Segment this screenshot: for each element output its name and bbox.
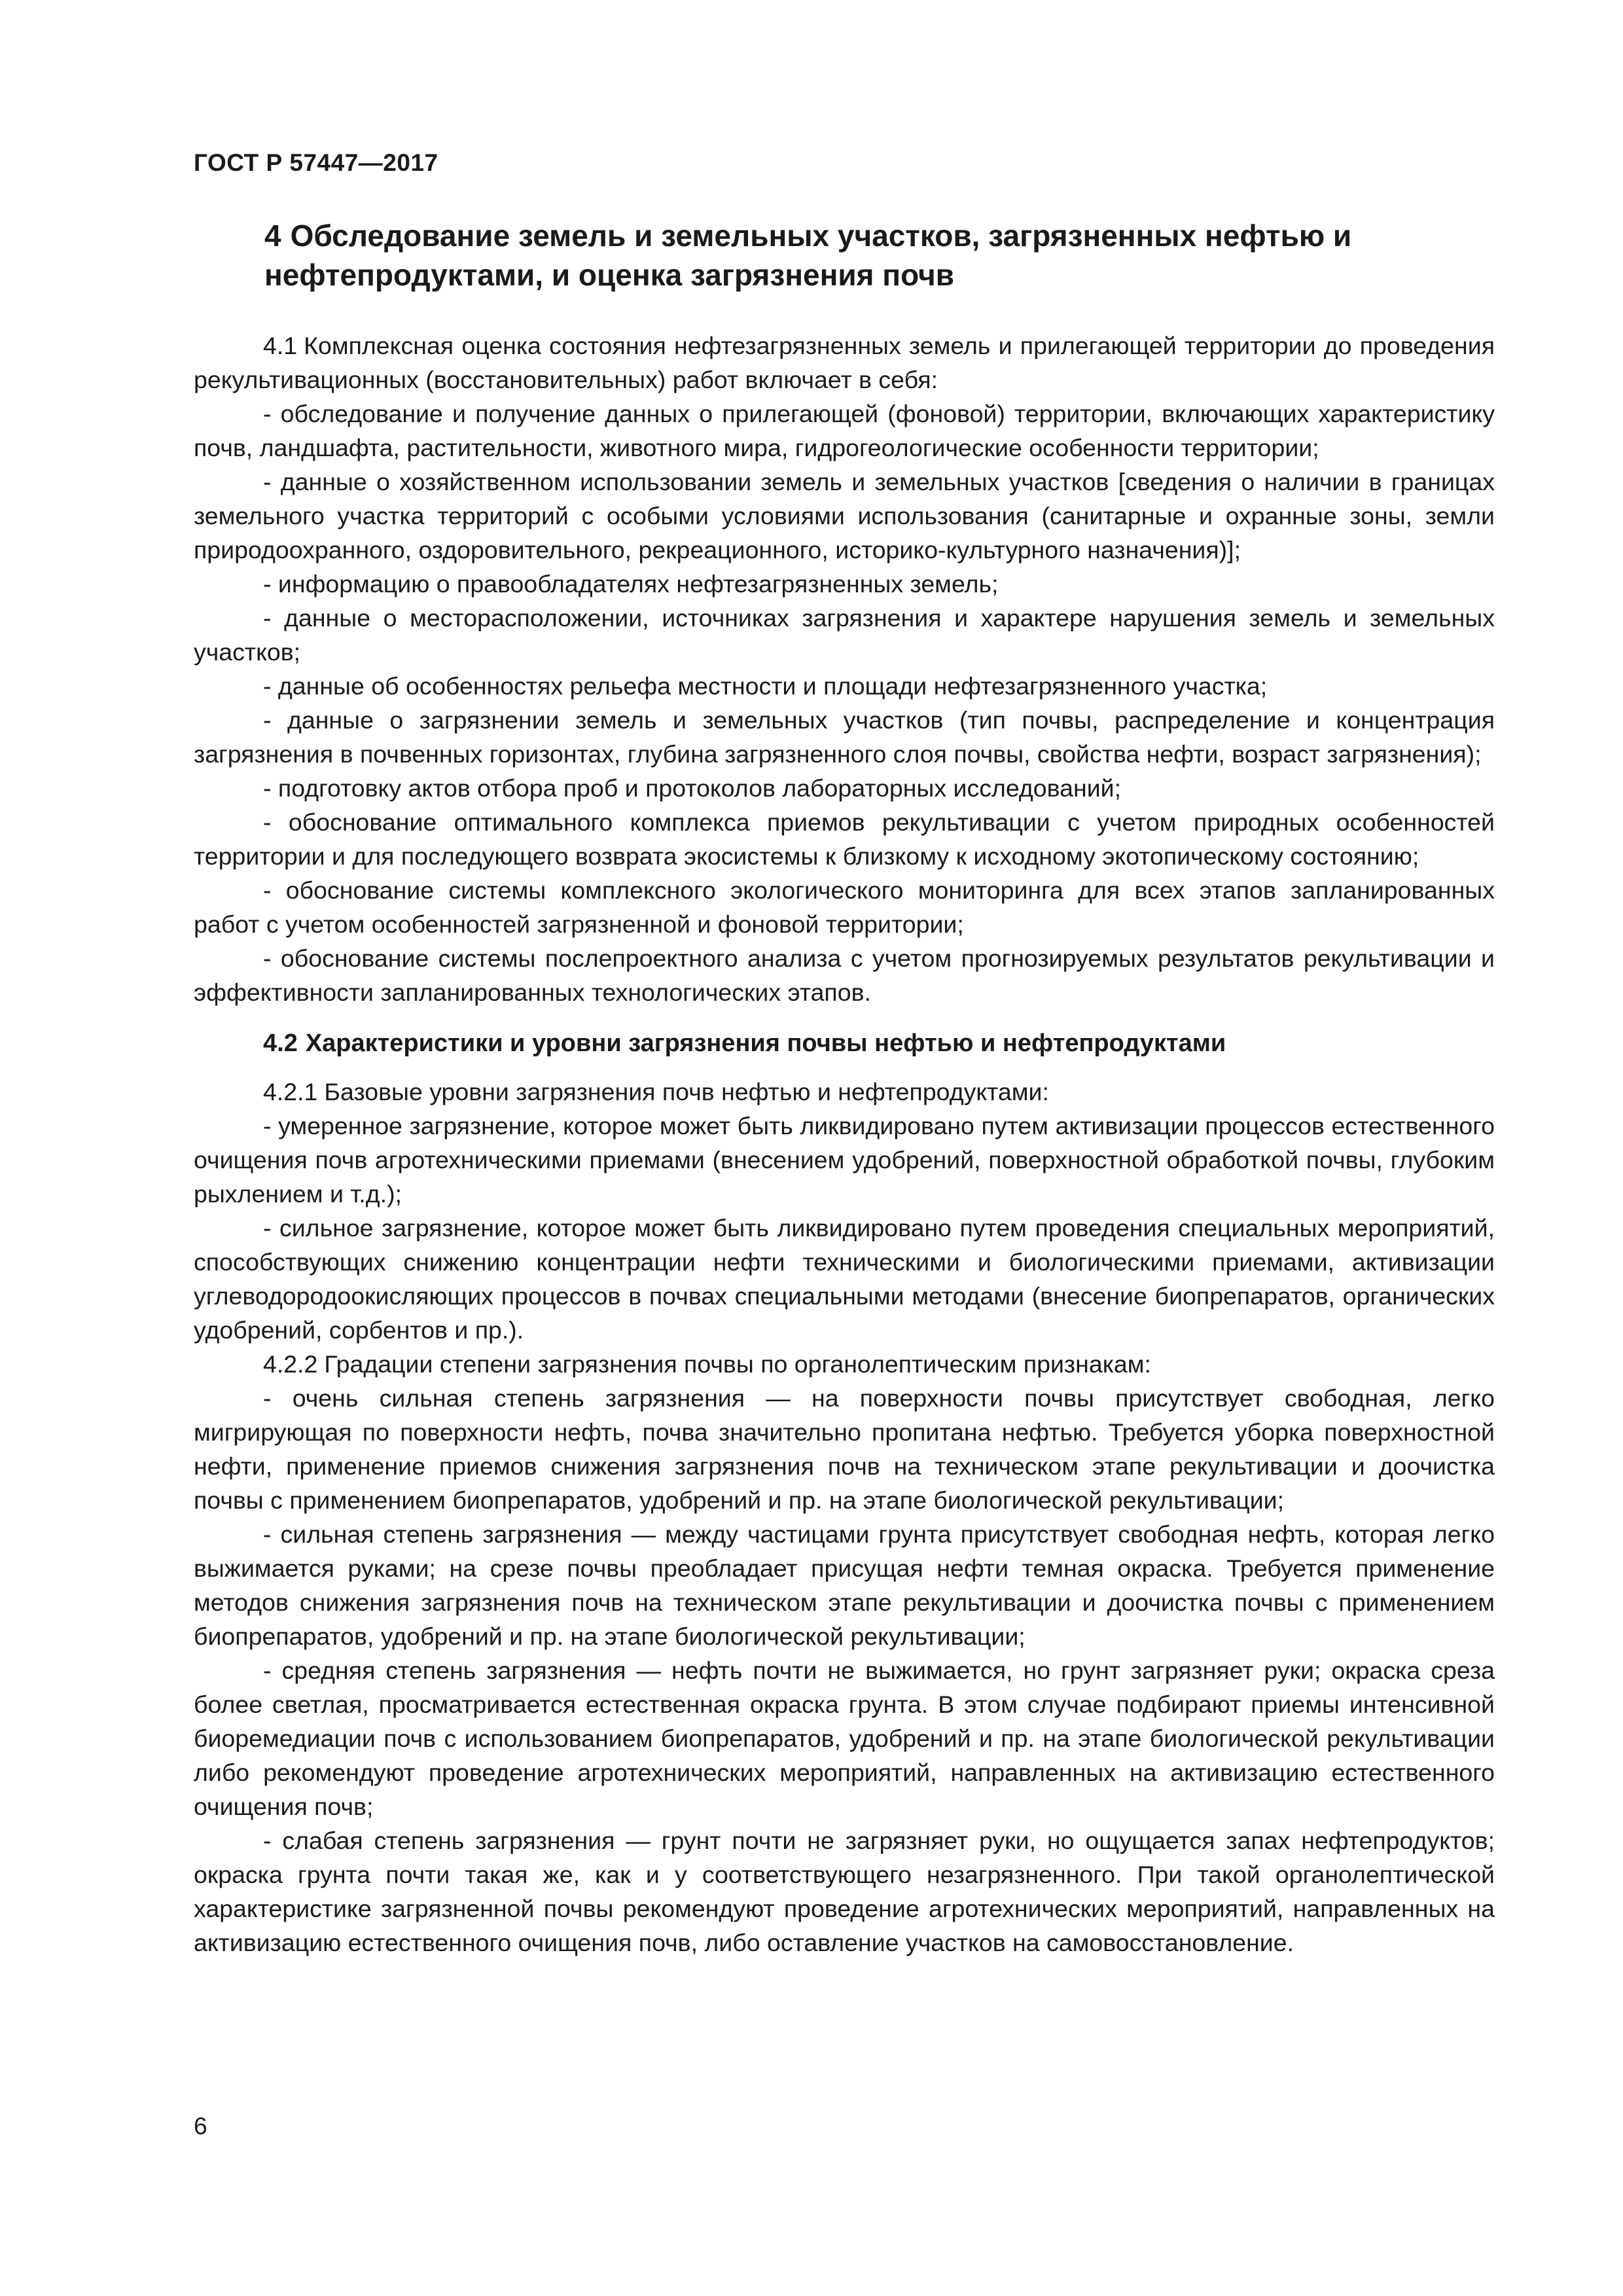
- clause-4-1-text: Комплексная оценка состояния нефтезагрязненных земель и прилегающей территории до проведения рекультивационных (восстановительных) работ включает в себя:: [194, 332, 1495, 393]
- list-item: - обоснование системы комплексного экологического мониторинга для всех этапов запланированных работ с учетом особенностей загрязненной и фоновой территории;: [194, 876, 1495, 938]
- list-item: - данные о месторасположении, источниках загрязнения и характере нарушения земель и земельных участков;: [194, 604, 1495, 666]
- list-item: - обоснование оптимального комплекса приемов рекультивации с учетом природных особенностей территории и для последующего возврата экосистемы к близкому к исходному экотопическому состоянию;: [194, 808, 1495, 870]
- section-4-2-heading: [194, 1026, 1495, 1060]
- document-body: [194, 216, 1495, 1960]
- list-item: - информацию о правообладателях нефтезагрязненных земель;: [263, 570, 999, 598]
- clause-4-1-number: 4.1: [263, 332, 298, 359]
- list-item: - данные об особенностях рельефа местности и площади нефтезагрязненного участка;: [263, 672, 1268, 700]
- list-item: - обоснование системы послепроектного анализа с учетом прогнозируемых результатов рекультивации и эффективности запланированных технологических этапов.: [194, 944, 1495, 1006]
- clause-4-2-2: [194, 1347, 1495, 1381]
- clause-4-2-1-number: 4.2.1: [263, 1078, 318, 1105]
- section-4-number: 4: [264, 219, 281, 253]
- clause-4-2-2-number: 4.2.2: [263, 1350, 318, 1378]
- document-code-header: ГОСТ Р 57447—2017: [194, 149, 438, 176]
- clause-4-2-1: [194, 1075, 1495, 1109]
- clause-4-1: [194, 329, 1495, 397]
- section-4-2-number: 4.2: [263, 1030, 298, 1057]
- list-item: - средняя степень загрязнения — нефть почти не выжимается, но грунт загрязняет руки; окраска среза более светлая, просматривается естественная окраска грунта. В этом случае подбирают приемы интенсивной биоремедиации почв с использованием биопрепаратов, удобрений и пр. на этапе биологической рекультивации либо рекомендуют проведение агротехнических мероприятий, направленных на активизацию естественного очищения почв;: [194, 1657, 1495, 1820]
- section-4-2-title: Характеристики и уровни загрязнения почвы нефтью и нефтепродуктами: [305, 1030, 1226, 1057]
- list-item: - сильное загрязнение, которое может быть ликвидировано путем проведения специальных мероприятий, способствующих снижению концентрации нефти техническими и биологическими приемами, активизации углеводородоокисляющих процессов в почвах специальными методами (внесение биопрепаратов, органических удобрений, сорбентов и пр.).: [194, 1214, 1495, 1344]
- section-4-title: Обследование земель и земельных участков, загрязненных нефтью и нефтепродуктами, и оценка загрязнения почв: [264, 219, 1352, 292]
- list-item: - сильная степень загрязнения — между частицами грунта присутствует свободная нефть, которая легко выжимается руками; на срезе почвы преобладает присущая нефти темная окраска. Требуется применение методов снижения загрязнения почв на техническом этапе рекультивации и доочистка почвы с применением биопрепаратов, удобрений и пр. на этапе биологической рекультивации;: [194, 1520, 1495, 1650]
- list-item: - данные о хозяйственном использовании земель и земельных участков [сведения о наличии в границах земельного участка территорий с особыми условиями использования (санитарные и охранные зоны, земли природоохранного, оздоровительного, рекреационного, историко-культурного назначения)];: [194, 468, 1495, 564]
- list-item: - обследование и получение данных о прилегающей (фоновой) территории, включающих характеристику почв, ландшафта, растительности, животного мира, гидрогеологические особенности территории;: [194, 400, 1495, 461]
- section-4-heading: [194, 216, 1495, 295]
- list-item: - очень сильная степень загрязнения — на поверхности почвы присутствует свободная, легко мигрирующая по поверхности нефть, почва значительно пропитана нефтью. Требуется уборка поверхностной нефти, применение приемов снижения загрязнения почв на техническом этапе рекультивации и доочистка почвы с применением биопрепаратов, удобрений и пр. на этапе биологической рекультивации;: [194, 1384, 1495, 1514]
- clause-4-2-1-text: Базовые уровни загрязнения почв нефтью и нефтепродуктами:: [324, 1078, 1049, 1105]
- page-number: 6: [194, 2113, 207, 2140]
- list-item: - данные о загрязнении земель и земельных участков (тип почвы, распределение и концентрация загрязнения в почвенных горизонтах, глубина загрязненного слоя почвы, свойства нефти, возраст загрязнения);: [194, 706, 1495, 768]
- list-item: - подготовку актов отбора проб и протоколов лабораторных исследований;: [263, 774, 1122, 802]
- list-item: - слабая степень загрязнения — грунт почти не загрязняет руки, но ощущается запах нефтепродуктов; окраска грунта почти такая же, как и у соответствующего незагрязненного. При такой органолептической характеристике загрязненной почвы рекомендуют проведение агротехнических мероприятий, направленных на активизацию естественного очищения почв, либо оставление участков на самовосстановление.: [194, 1827, 1495, 1956]
- list-item: - умеренное загрязнение, которое может быть ликвидировано путем активизации процессов естественного очищения почв агротехническими приемами (внесением удобрений, поверхностной обработкой почвы, глубоким рыхлением и т.д.);: [194, 1112, 1495, 1208]
- clause-4-2-2-text: Градации степени загрязнения почвы по органолептическим признакам:: [324, 1350, 1151, 1378]
